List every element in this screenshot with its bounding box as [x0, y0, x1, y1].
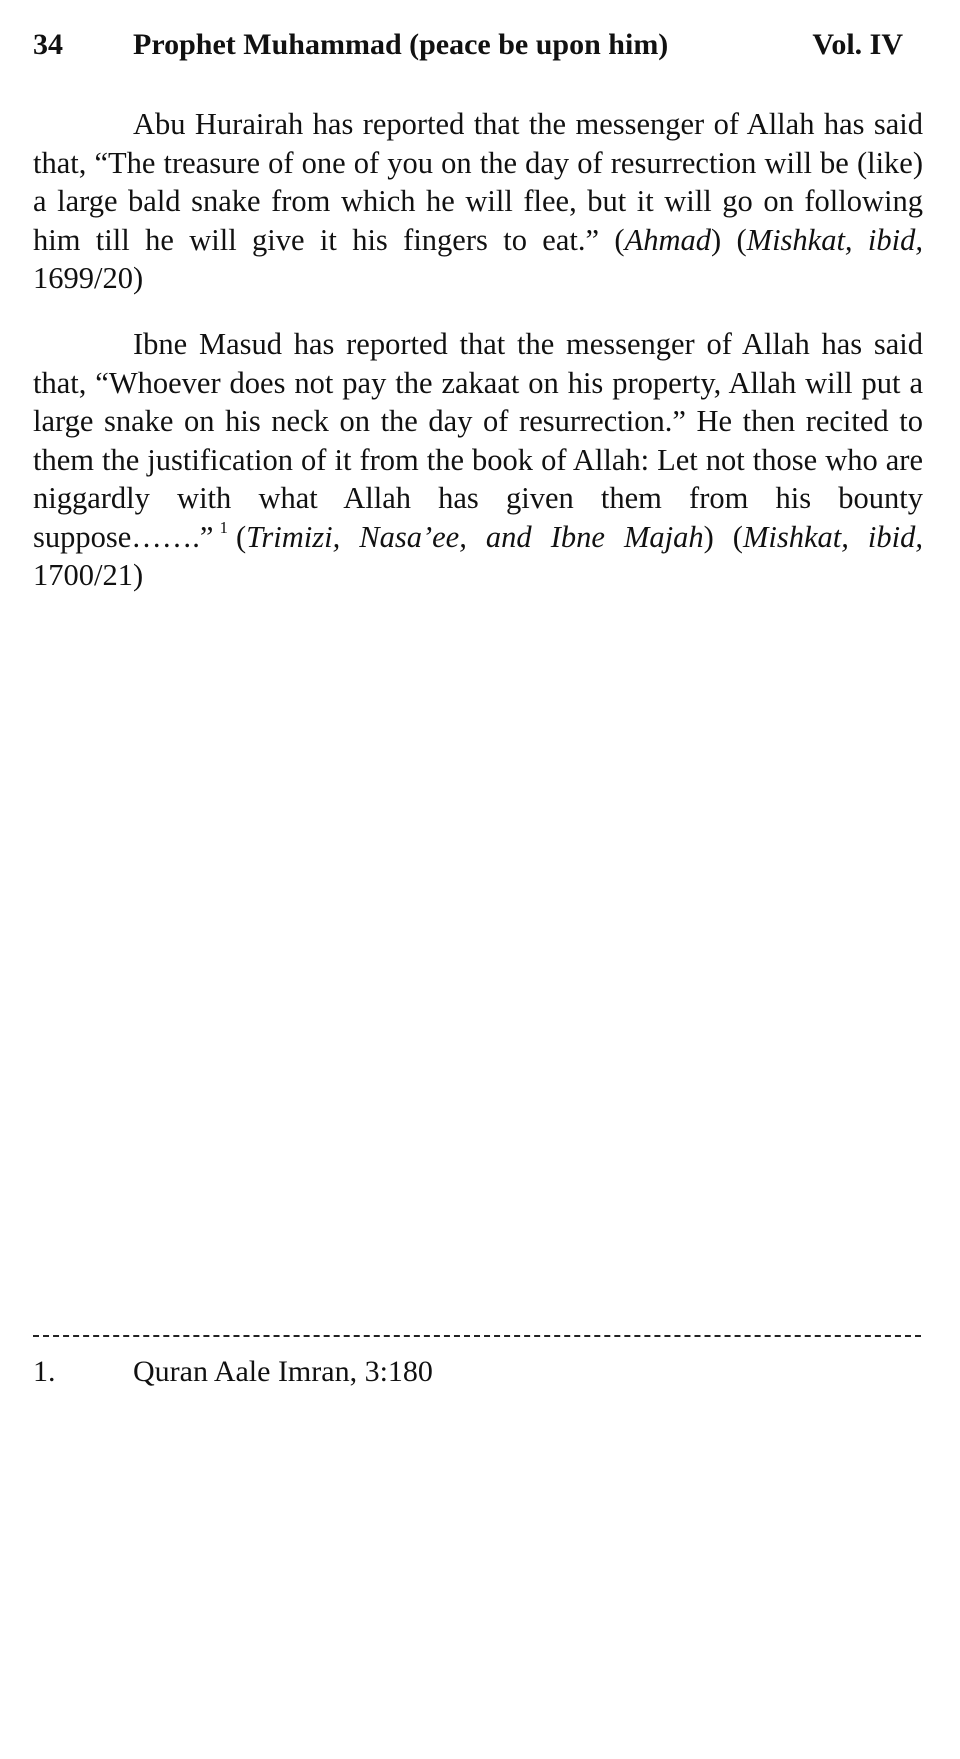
source-citation: Ahmad [624, 222, 711, 257]
source-citation: Trimizi, Nasa’ee, and Ibne Majah [246, 519, 704, 554]
reference-number: 1700/21 [33, 558, 133, 592]
paragraph-text: Abu Hurairah has reported that the messenger of Allah has said that, “The treasure of one of you on the day of resurrection will be (like) a large bald snake from which he will flee, but it will go on following him till he will give it his fingers to eat.” [33, 107, 923, 257]
footnote-reference: 1 [219, 517, 228, 537]
reference-citation: Mishkat, ibid, [746, 222, 923, 257]
reference-citation: Mishkat, ibid, [742, 519, 923, 554]
footnote-text: Quran Aale Imran, 3:180 [133, 1355, 433, 1388]
paragraph-hadith-ibne-masud: Ibne Masud has reported that the messenger of Allah has said that, “Whoever does not pay the zakaat on his property, Allah will put a large snake on his neck on the day of resurrection.” He then recited to them the justification of it from the book of Allah: Let not those who are niggardly with what Allah has given them from his bounty suppose…….” $^1$ (Trimizi, Nasa’ee, and Ibne Majah) (Mishkat, ibid, 1700/21) [33, 327, 923, 592]
page-number: 34 [33, 28, 63, 61]
reference-number: 1699/20 [33, 261, 133, 295]
volume-label: Vol. IV [812, 28, 903, 61]
footnote-separator [33, 1335, 921, 1337]
footnote-number: 1. [33, 1355, 56, 1388]
paragraph-hadith-abu-hurairah: Abu Hurairah has reported that the messenger of Allah has said that, “The treasure of one of you on the day of resurrection will be (like) a large bald snake from which he will flee, but it will go on following him till he will give it his fingers to eat.” (Ahmad) (Mishkat, ibid, 1699/20) [33, 107, 923, 295]
page-header [33, 22, 903, 68]
book-title: Prophet Muhammad (peace be upon him) [133, 28, 669, 61]
paragraph-text: Ibne Masud has reported that the messenger of Allah has said that, “Whoever does not pay the zakaat on his property, Allah will put a large snake on his neck on the day of resurrection.” He then recited to them the justification of it from the book of Allah: Let not those who are niggardly with what Allah has given them from his bounty suppose…….” [33, 327, 923, 554]
